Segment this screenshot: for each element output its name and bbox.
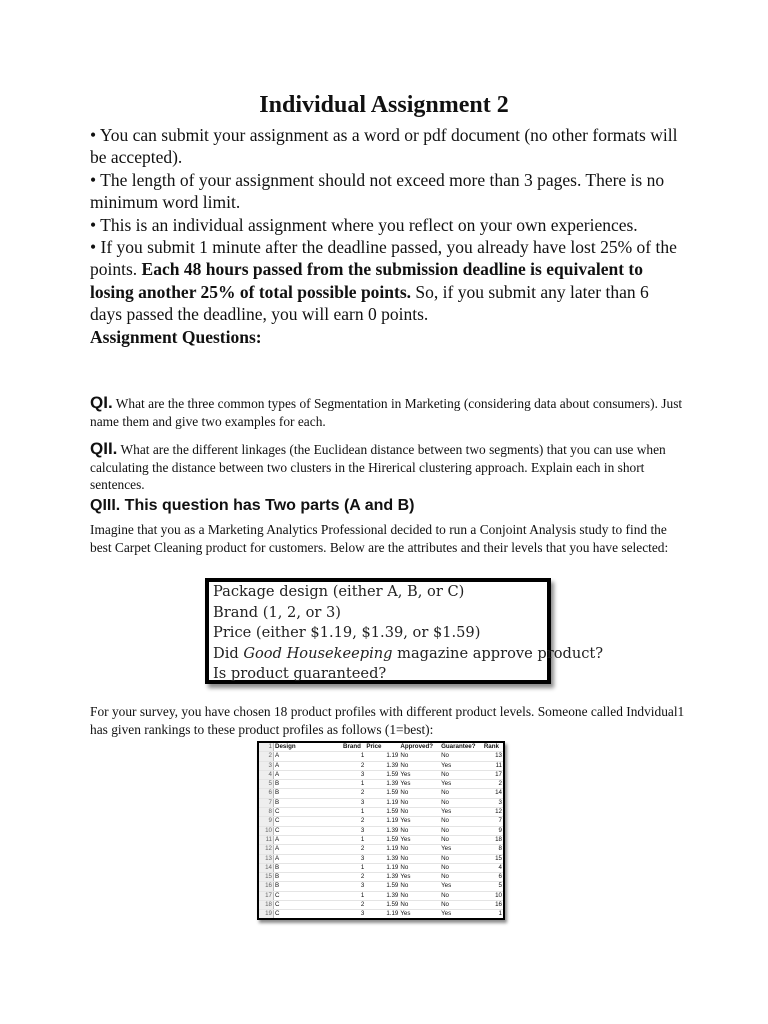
bullet-file-format: • You can submit your assignment as a word or pdf document (no other formats will be accepted). — [90, 125, 678, 168]
table-cell-approved: No — [399, 761, 440, 770]
table-cell-n: 7 — [259, 798, 274, 807]
question-2 — [90, 440, 690, 494]
table-cell-approved: Yes — [399, 910, 440, 919]
table-cell-price: 1.59 — [365, 882, 399, 891]
table-cell-design: A — [274, 752, 343, 761]
table-row — [259, 882, 503, 891]
table-cell-design: C — [274, 817, 343, 826]
table-cell-approved: No — [399, 854, 440, 863]
column-header-design: Design — [274, 743, 343, 752]
table-cell-design: C — [274, 891, 343, 900]
table-cell-price: 1.19 — [365, 845, 399, 854]
attributes-box — [205, 578, 604, 684]
column-header-approved: Approved? — [399, 743, 440, 752]
table-cell-n: 17 — [259, 891, 274, 900]
table-row — [259, 826, 503, 835]
table-cell-n: 15 — [259, 873, 274, 882]
attribute-approval-pre: Did — [213, 644, 244, 662]
table-cell-n: 8 — [259, 808, 274, 817]
table-cell-approved: No — [399, 798, 440, 807]
row-number: 1 — [259, 743, 274, 752]
table-row — [259, 789, 503, 798]
table-cell-guarantee: No — [440, 863, 483, 872]
table-cell-n: 6 — [259, 789, 274, 798]
question-1 — [90, 394, 690, 430]
table-cell-guarantee: Yes — [440, 808, 483, 817]
table-cell-price: 1.39 — [365, 826, 399, 835]
table-cell-rank: 1 — [483, 910, 503, 919]
table-cell-price: 1.59 — [365, 808, 399, 817]
table-row — [259, 873, 503, 882]
table-row — [259, 901, 503, 910]
table-cell-rank: 18 — [483, 835, 503, 844]
table-cell-brand: 2 — [342, 761, 365, 770]
question-3-intro: Imagine that you as a Marketing Analytics Professional decided to run a Conjoint Analysis study to find the best Carpet Cleaning product for customers. Below are the attributes and their levels that you have selected: — [90, 522, 669, 555]
bullet-individual: • This is an individual assignment where you reflect on your own experiences. — [90, 214, 638, 235]
table-cell-n: 11 — [259, 835, 274, 844]
table-cell-price: 1.39 — [365, 891, 399, 900]
rankings-table-image — [257, 741, 505, 920]
attribute-approval — [213, 644, 604, 665]
table-cell-guarantee: No — [440, 901, 483, 910]
table-row — [259, 910, 503, 919]
table-cell-price: 1.39 — [365, 780, 399, 789]
late-policy-bold: Each 48 hours passed from the submission deadline is equivalent to losing another 25% of total possible points. — [90, 259, 643, 302]
table-cell-guarantee: Yes — [440, 780, 483, 789]
table-cell-guarantee: Yes — [440, 882, 483, 891]
table-cell-brand: 3 — [342, 854, 365, 863]
table-cell-n: 3 — [259, 761, 274, 770]
assignment-questions-label: Assignment Questions: — [90, 326, 262, 347]
table-cell-n: 13 — [259, 854, 274, 863]
instructions-block — [90, 124, 680, 348]
table-cell-approved: No — [399, 891, 440, 900]
table-cell-rank: 3 — [483, 798, 503, 807]
table-cell-n: 12 — [259, 845, 274, 854]
table-cell-n: 18 — [259, 901, 274, 910]
table-row — [259, 863, 503, 872]
table-cell-approved: Yes — [399, 770, 440, 779]
table-cell-guarantee: No — [440, 798, 483, 807]
table-cell-price: 1.59 — [365, 770, 399, 779]
table-cell-approved: No — [399, 882, 440, 891]
table-row — [259, 808, 503, 817]
table-cell-n: 9 — [259, 817, 274, 826]
table-cell-rank: 11 — [483, 761, 503, 770]
table-cell-guarantee: No — [440, 752, 483, 761]
table-cell-design: A — [274, 761, 343, 770]
table-cell-design: C — [274, 910, 343, 919]
table-cell-guarantee: Yes — [440, 761, 483, 770]
table-cell-brand: 1 — [342, 780, 365, 789]
table-cell-n: 10 — [259, 826, 274, 835]
table-cell-brand: 2 — [342, 789, 365, 798]
table-cell-brand: 1 — [342, 891, 365, 900]
table-row — [259, 845, 503, 854]
table-row — [259, 854, 503, 863]
table-row — [259, 770, 503, 779]
table-cell-price: 1.19 — [365, 752, 399, 761]
table-cell-brand: 3 — [342, 798, 365, 807]
table-row — [259, 761, 503, 770]
table-cell-rank: 2 — [483, 780, 503, 789]
table-cell-approved: No — [399, 863, 440, 872]
table-cell-brand: 1 — [342, 835, 365, 844]
table-cell-approved: Yes — [399, 817, 440, 826]
table-cell-brand: 3 — [342, 826, 365, 835]
table-cell-rank: 10 — [483, 891, 503, 900]
table-cell-brand: 1 — [342, 863, 365, 872]
table-cell-rank: 14 — [483, 789, 503, 798]
table-cell-guarantee: No — [440, 891, 483, 900]
table-cell-rank: 13 — [483, 752, 503, 761]
document-title: Individual Assignment 2 — [259, 92, 509, 118]
table-cell-brand: 2 — [342, 845, 365, 854]
table-cell-brand: 2 — [342, 817, 365, 826]
attribute-approval-magazine: Good Housekeeping — [243, 644, 393, 662]
table-cell-design: B — [274, 789, 343, 798]
table-cell-n: 5 — [259, 780, 274, 789]
table-cell-design: C — [274, 826, 343, 835]
table-cell-design: C — [274, 808, 343, 817]
table-cell-approved: No — [399, 901, 440, 910]
column-header-rank: Rank — [483, 743, 503, 752]
table-cell-approved: Yes — [399, 835, 440, 844]
table-cell-price: 1.39 — [365, 854, 399, 863]
table-cell-guarantee: No — [440, 854, 483, 863]
table-cell-n: 2 — [259, 752, 274, 761]
bullet-late-policy — [90, 236, 680, 326]
table-cell-brand: 2 — [342, 901, 365, 910]
table-cell-approved: No — [399, 845, 440, 854]
table-cell-design: B — [274, 873, 343, 882]
table-cell-brand: 1 — [342, 752, 365, 761]
column-header-brand: Brand — [342, 743, 365, 752]
attribute-approval-post: magazine approve product? — [392, 644, 604, 662]
table-cell-price: 1.19 — [365, 910, 399, 919]
table-cell-design: B — [274, 780, 343, 789]
table-cell-price: 1.59 — [365, 901, 399, 910]
rankings-table — [259, 743, 503, 920]
survey-text: For your survey, you have chosen 18 product profiles with different product levels. Someone called Indvidual1 has given rankings to these product profiles as follows (1=best): — [90, 704, 685, 737]
table-cell-guarantee: Yes — [440, 845, 483, 854]
table-cell-rank: 4 — [483, 863, 503, 872]
table-cell-guarantee: No — [440, 789, 483, 798]
table-cell-rank: 6 — [483, 873, 503, 882]
table-row — [259, 752, 503, 761]
column-header-guarantee: Guarantee? — [440, 743, 483, 752]
question-1-text: What are the three common types of Segmentation in Marketing (considering data about consumers). Just name them and give two examples for each. — [90, 396, 683, 429]
table-cell-guarantee: No — [440, 826, 483, 835]
table-row — [259, 780, 503, 789]
question-1-label: QI. — [90, 393, 113, 412]
table-cell-design: A — [274, 845, 343, 854]
table-cell-design: B — [274, 863, 343, 872]
table-cell-rank: 15 — [483, 854, 503, 863]
table-cell-design: A — [274, 770, 343, 779]
table-cell-guarantee: No — [440, 770, 483, 779]
attribute-package-design: Package design (either A, B, or C) — [213, 583, 465, 600]
table-row — [259, 891, 503, 900]
column-header-price: Price — [365, 743, 399, 752]
late-policy-tail: So, if you submit any later than 6 days passed the deadline, you will earn 0 points. — [90, 281, 649, 325]
late-policy-text: • If you submit 1 minute after the deadline passed, you already have lost 25% of the points. — [90, 237, 677, 280]
table-cell-design: C — [274, 901, 343, 910]
table-cell-price: 1.19 — [365, 798, 399, 807]
table-row — [259, 835, 503, 844]
table-cell-guarantee: No — [440, 873, 483, 882]
attribute-price: Price (either $1.19, $1.39, or $1.59) — [213, 624, 481, 642]
table-cell-price: 1.39 — [365, 761, 399, 770]
table-cell-rank: 9 — [483, 826, 503, 835]
table-cell-price: 1.19 — [365, 817, 399, 826]
bullet-page-length: • The length of your assignment should not exceed more than 3 pages. There is no minimum word limit. — [90, 169, 665, 213]
question-2-label: QII. — [90, 439, 118, 458]
table-cell-rank: 8 — [483, 845, 503, 854]
table-cell-rank: 17 — [483, 770, 503, 779]
table-cell-price: 1.59 — [365, 789, 399, 798]
table-cell-brand: 2 — [342, 873, 365, 882]
table-cell-price: 1.39 — [365, 873, 399, 882]
table-cell-approved: Yes — [399, 873, 440, 882]
table-cell-price: 1.19 — [365, 863, 399, 872]
table-cell-guarantee: No — [440, 835, 483, 844]
table-cell-design: B — [274, 882, 343, 891]
table-cell-brand: 3 — [342, 770, 365, 779]
assignment-questions-heading — [90, 326, 680, 348]
table-cell-brand: 1 — [342, 808, 365, 817]
question-3-heading: QIII. This question has Two parts (A and B) — [90, 497, 415, 514]
table-cell-n: 16 — [259, 882, 274, 891]
table-cell-rank: 5 — [483, 882, 503, 891]
table-cell-rank: 12 — [483, 808, 503, 817]
question-2-text: What are the different linkages (the Euclidean distance between two segments) that you can use when calculating the distance between two clusters in the Hirerical clustering approach. Explain each in short sentences. — [90, 442, 666, 492]
table-cell-n: 14 — [259, 863, 274, 872]
table-row — [259, 817, 503, 826]
table-cell-approved: No — [399, 752, 440, 761]
table-cell-brand: 3 — [342, 882, 365, 891]
table-cell-n: 19 — [259, 910, 274, 919]
table-header-row — [259, 743, 503, 752]
table-cell-guarantee: No — [440, 817, 483, 826]
table-cell-approved: No — [399, 808, 440, 817]
table-cell-design: A — [274, 854, 343, 863]
table-cell-approved: No — [399, 826, 440, 835]
table-cell-brand: 3 — [342, 910, 365, 919]
table-cell-guarantee: Yes — [440, 910, 483, 919]
table-cell-design: B — [274, 798, 343, 807]
table-cell-n: 4 — [259, 770, 274, 779]
table-cell-design: A — [274, 835, 343, 844]
table-cell-approved: No — [399, 789, 440, 798]
table-cell-price: 1.59 — [365, 835, 399, 844]
table-cell-approved: Yes — [399, 780, 440, 789]
table-cell-rank: 7 — [483, 817, 503, 826]
table-row — [259, 798, 503, 807]
attribute-guarantee: Is product guaranteed? — [213, 665, 387, 683]
table-cell-rank: 16 — [483, 901, 503, 910]
table-body — [259, 752, 503, 919]
attribute-brand: Brand (1, 2, or 3) — [213, 603, 341, 621]
